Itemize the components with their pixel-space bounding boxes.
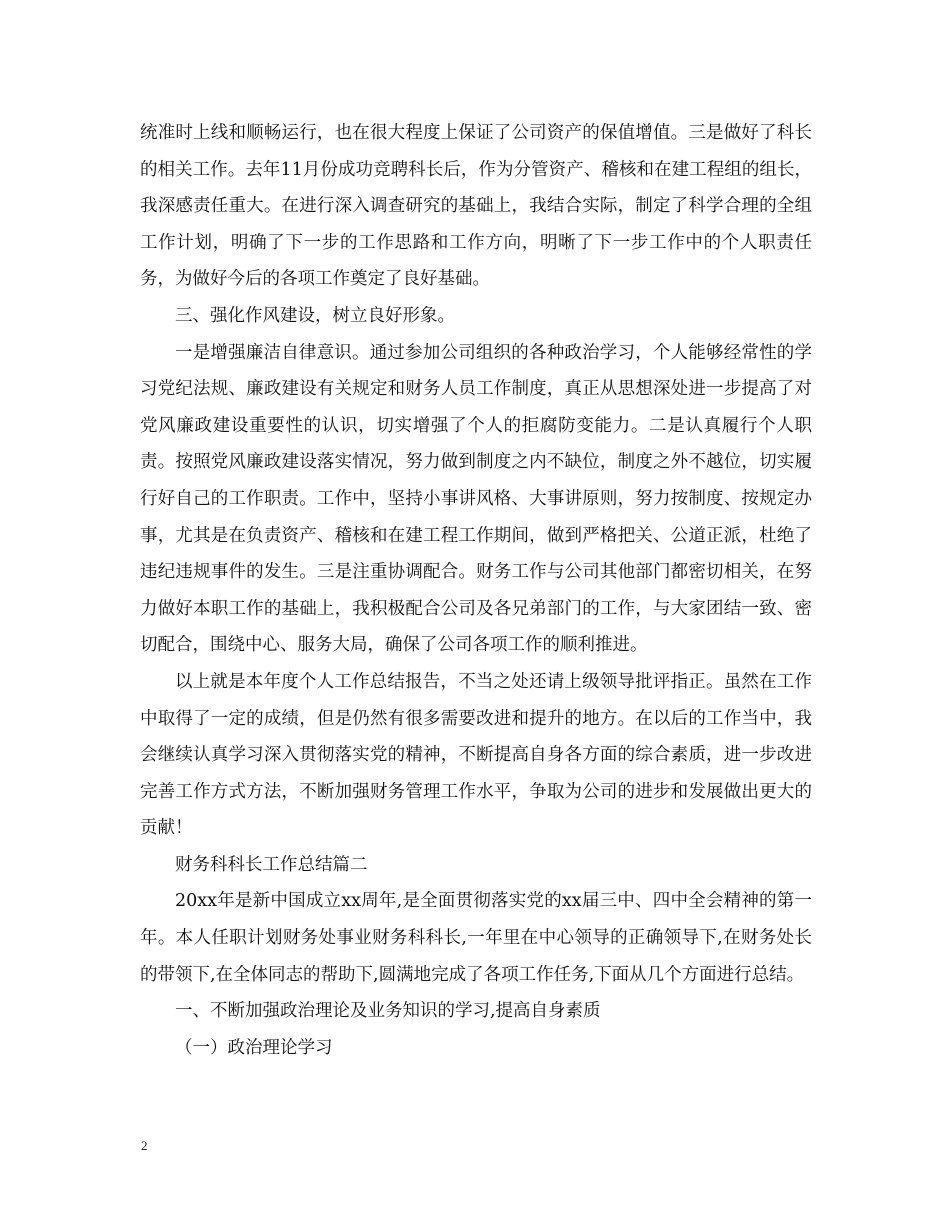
section-heading-3: 三、强化作风建设，树立良好形象。: [175, 305, 455, 326]
section-heading-1: 一、不断加强政治理论及业务知识的学习,提高自身素质: [175, 1001, 601, 1022]
paragraph-intro-part2: 20xx年是新中国成立xx周年,是全面贯彻落实党的xx届三中、四中全会精神的第一年。本人任职计划财务处事业财务科科长,一年里在中心领导的正确领导下,在财务处长的带领下,在全体同志的帮助下,圆满地完成了各项工作任务,下面从几个方面进行总结。: [140, 891, 812, 985]
paragraph-conclusion: 以上就是本年度个人工作总结报告，不当之处还请上级领导批评指正。虽然在工作中取得了一定的成绩，但是仍然有很多需要改进和提升的地方。在以后的工作当中，我会继续认真学习深入贯彻落实党的精神，不断提高自身各方面的综合素质，进一步改进完善工作方式方法，不断加强财务管理工作水平，争取为公司的进步和发展做出更大的贡献！: [140, 671, 812, 839]
document-body: [140, 115, 812, 1066]
paragraph-continuation: 统准时上线和顺畅运行，也在很大程度上保证了公司资产的保值增值。三是做好了科长的相关工作。去年11月份成功竞聘科长后，作为分管资产、稽核和在建工程组的组长，我深感责任重大。在进行深入调查研究的基础上，我结合实际，制定了科学合理的全组工作计划，明确了下一步的工作思路和工作方向，明晰了下一步工作中的个人职责任务，为做好今后的各项工作奠定了良好基础。: [140, 123, 812, 290]
subsection-heading: （一）政治理论学习: [175, 1037, 333, 1058]
article-title-part2: 财务科科长工作总结篇二: [175, 854, 368, 875]
page-number: 2: [141, 1138, 148, 1153]
paragraph-integrity: 一是增强廉洁自律意识。通过参加公司组织的各种政治学习，个人能够经常性的学习党纪法规、廉政建设有关规定和财务人员工作制度，真正从思想深处进一步提高了对党风廉政建设重要性的认识，切实增强了个人的拒腐防变能力。二是认真履行个人职责。按照党风廉政建设落实情况，努力做到制度之内不缺位，制度之外不越位，切实履行好自己的工作职责。工作中，坚持小事讲风格、大事讲原则，努力按制度、按规定办事，尤其是在负责资产、稽核和在建工程工作期间，做到严格把关、公道正派，杜绝了违纪违规事件的发生。三是注重协调配合。财务工作与公司其他部门都密切相关，在努力做好本职工作的基础上，我积极配合公司及各兄弟部门的工作，与大家团结一致、密切配合，围绕中心、服务大局，确保了公司各项工作的顺利推进。: [140, 342, 812, 656]
